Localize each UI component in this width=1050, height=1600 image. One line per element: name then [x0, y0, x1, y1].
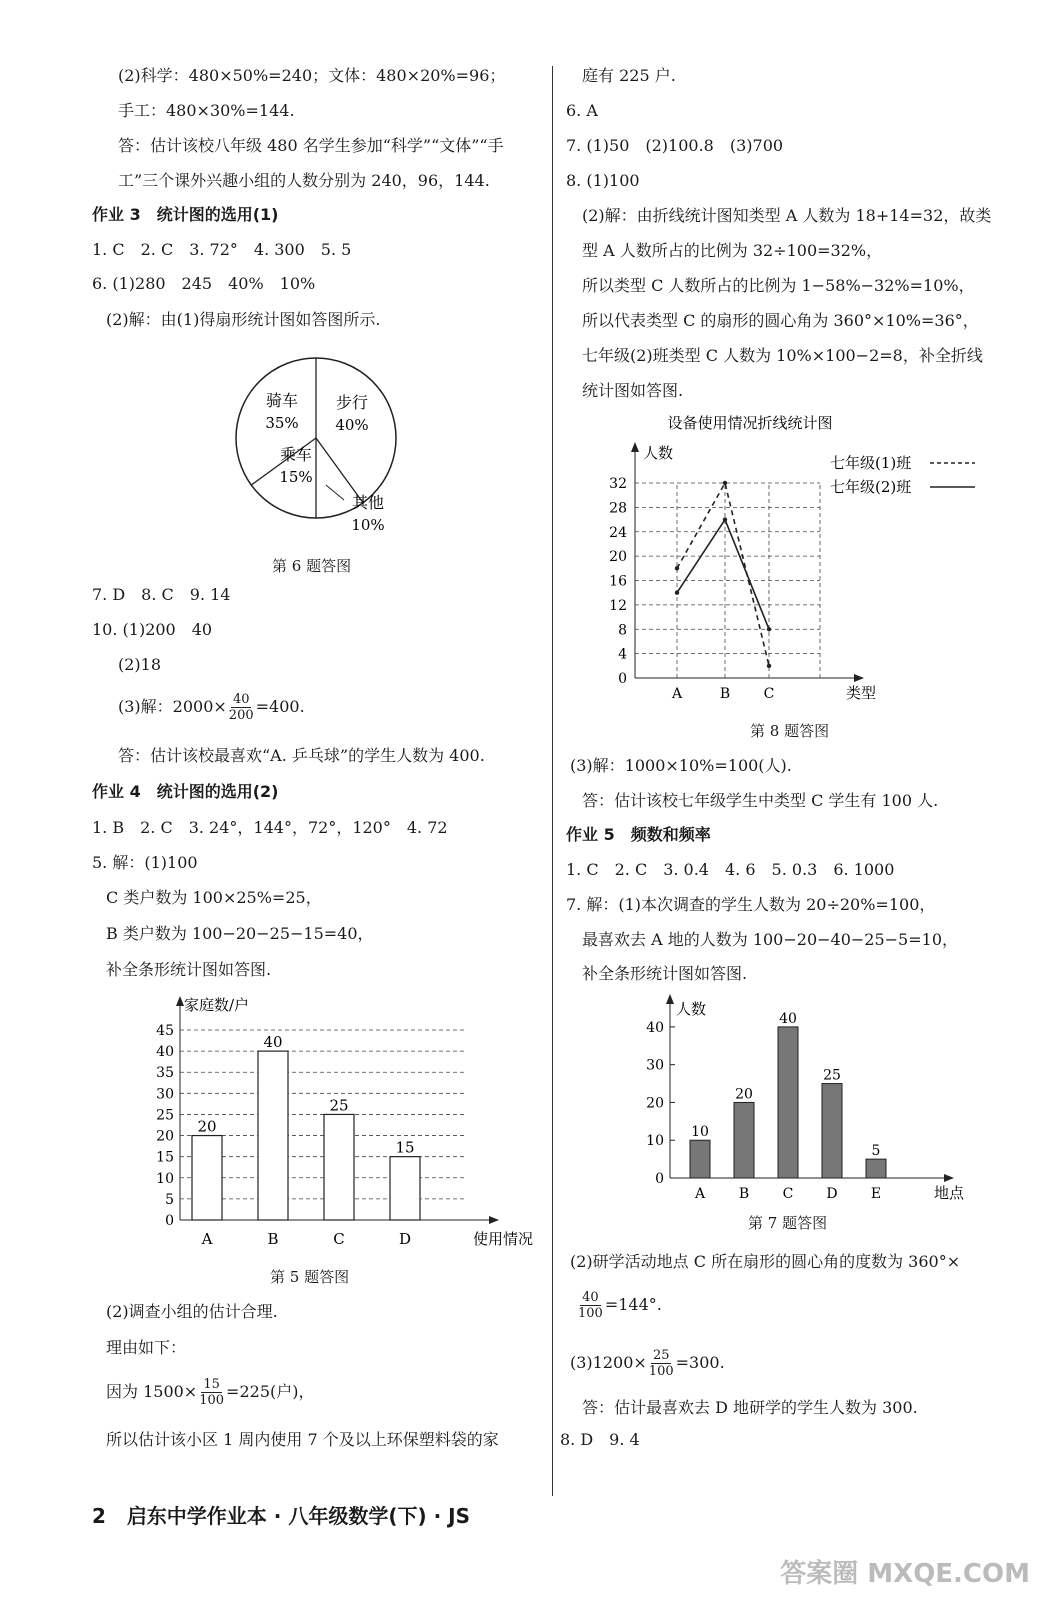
denominator: 100: [199, 1393, 225, 1408]
formula-part: (3)1200×: [570, 1353, 647, 1372]
text-line: 答：估计该校七年级学生中类型 C 学生有 100 人.: [582, 791, 939, 810]
y-tick-label: 24: [609, 524, 627, 541]
figure-caption: 第 8 题答图: [750, 722, 830, 740]
data-point: [767, 627, 771, 631]
y-tick-label: 30: [646, 1057, 664, 1074]
text-line: 5. 解：(1)100: [92, 853, 198, 872]
y-axis-arrow: [631, 442, 639, 452]
pie-slice-label: 乘车: [279, 445, 313, 464]
bar-chart-q5: [130, 990, 534, 1250]
text-line: B 类户数为 100−20−25−15=40，: [106, 924, 374, 943]
x-tick-label: C: [333, 1230, 345, 1248]
text-line: 1. C 2. C 3. 72° 4. 300 5. 5: [92, 240, 352, 259]
text-line: 答：估计该校最喜欢“A. 乒乓球”的学生人数为 400.: [118, 746, 485, 765]
fraction: [199, 1377, 224, 1408]
section-heading: 作业 3 统计图的选用(1): [92, 205, 279, 224]
bar: [690, 1140, 710, 1178]
formula-line: [118, 692, 305, 723]
bar-value-label: 20: [197, 1117, 217, 1136]
y-tick-label: 20: [609, 549, 627, 566]
bar-value-label: 25: [823, 1067, 841, 1084]
x-tick-label: A: [201, 1230, 213, 1248]
pie-slice-percent: 10%: [351, 516, 385, 534]
text-line: 最喜欢去 A 地的人数为 100−20−40−25−5=10，: [582, 930, 959, 949]
y-axis-arrow: [176, 996, 184, 1006]
page-number: 2: [92, 1504, 106, 1528]
x-tick-label: A: [694, 1186, 706, 1202]
x-tick-label: C: [782, 1186, 794, 1202]
text-line: (2)调查小组的估计合理.: [106, 1302, 278, 1321]
y-tick-label: 12: [609, 597, 627, 614]
x-tick-label: A: [671, 686, 683, 702]
bar-value-label: 40: [263, 1033, 283, 1052]
bar: [192, 1136, 222, 1220]
text-line: 答：估计最喜欢去 D 地研学的学生人数为 300.: [582, 1398, 918, 1417]
formula-line: [106, 1377, 314, 1408]
column-divider: [552, 66, 553, 1496]
bar: [734, 1102, 754, 1178]
y-tick-label: 40: [646, 1019, 664, 1036]
section-heading: 作业 4 统计图的选用(2): [92, 782, 279, 801]
text-line: 答：估计该校八年级 480 名学生参加“科学”“文体”“手: [118, 136, 504, 155]
text-line: 所以估计该小区 1 周内使用 7 个及以上环保塑料袋的家: [106, 1430, 499, 1449]
text-line: 10. (1)200 40: [92, 620, 213, 639]
page-footer: [92, 1500, 470, 1529]
text-line: 6. A: [566, 101, 598, 120]
bar-value-label: 10: [691, 1124, 709, 1141]
denominator: 100: [648, 1364, 674, 1379]
watermark: 答案圈 MXQE.COM: [780, 1559, 1030, 1589]
text-line: 庭有 225 户.: [582, 66, 676, 85]
bar-chart-q7: [630, 990, 965, 1205]
data-point: [675, 590, 679, 594]
book-title: 启东中学作业本 · 八年级数学(下) · JS: [126, 1504, 470, 1528]
text-line: 七年级(2)班类型 C 人数为 10%×100−2=8，补全折线: [582, 346, 983, 365]
pie-slice-label: 步行: [335, 393, 369, 412]
x-tick-label: B: [719, 686, 731, 702]
text-line: 所以类型 C 人数所占的比例为 1−58%−32%=10%，: [582, 276, 975, 295]
y-tick-label: 0: [618, 671, 627, 687]
numerator: 15: [203, 1377, 220, 1392]
bar: [822, 1084, 842, 1178]
text-line: (2)科学：480×50%=240；文体：480×20%=96；: [118, 66, 506, 85]
bar: [390, 1157, 420, 1220]
y-tick-label: 8: [618, 622, 627, 639]
x-axis-arrow: [854, 674, 864, 682]
y-tick-label: 10: [646, 1133, 664, 1150]
text-line: 1. C 2. C 3. 0.4 4. 6 5. 0.3 6. 1000: [566, 860, 895, 879]
text-line: 工”三个课外兴趣小组的人数分别为 240，96，144.: [118, 171, 490, 190]
data-point: [723, 481, 727, 485]
data-point: [675, 566, 679, 570]
y-tick-label: 45: [156, 1023, 174, 1039]
bar: [866, 1159, 886, 1178]
y-tick-label: 16: [609, 573, 627, 590]
legend-label: 七年级(2)班: [830, 478, 912, 496]
bar-value-label: 20: [735, 1086, 753, 1103]
text-line: (2)解：由(1)得扇形统计图如答图所示.: [106, 310, 381, 329]
chart-title: 设备使用情况折线统计图: [667, 414, 833, 432]
pie-slice-percent: 15%: [279, 468, 313, 486]
formula-part: =400.: [255, 697, 305, 716]
x-tick-label: B: [738, 1186, 750, 1202]
text-line: 理由如下：: [106, 1338, 187, 1357]
y-tick-label: 40: [156, 1044, 174, 1061]
numerator: 40: [232, 692, 250, 707]
x-tick-label: D: [826, 1186, 838, 1202]
text-line: (3)解：1000×10%=100(人).: [570, 756, 792, 775]
x-axis-label: 类型: [846, 684, 877, 702]
data-point: [767, 664, 771, 668]
denominator: 100: [578, 1306, 603, 1321]
text-line: 8. D 9. 4: [560, 1430, 640, 1449]
formula-line: [570, 1348, 725, 1379]
bar-value-label: 25: [329, 1096, 349, 1115]
y-axis-label: 人数: [676, 1000, 707, 1018]
denominator: 200: [228, 708, 254, 723]
figure-caption: 第 6 题答图: [272, 557, 352, 575]
pie-leader-line: [326, 485, 344, 500]
line-chart-q8: [600, 410, 1000, 710]
text-line: 6. (1)280 245 40% 10%: [92, 274, 316, 293]
series-line: [677, 483, 769, 666]
x-tick-label: B: [267, 1230, 279, 1248]
y-tick-label: 5: [165, 1191, 174, 1208]
y-tick-label: 0: [655, 1171, 664, 1187]
fraction: [649, 1348, 674, 1379]
fraction: [578, 1290, 603, 1321]
data-point: [723, 517, 727, 521]
pie-slice-label: 骑车: [265, 391, 299, 410]
fraction: [229, 692, 254, 723]
bar: [258, 1051, 288, 1220]
y-tick-label: 20: [646, 1095, 664, 1112]
series-line: [677, 520, 769, 630]
formula-part: =225(户)，: [226, 1382, 315, 1401]
pie-slice-percent: 35%: [265, 414, 299, 432]
x-tick-label: D: [398, 1230, 412, 1248]
x-axis-label: 使用情况: [473, 1230, 534, 1248]
y-tick-label: 30: [156, 1086, 174, 1103]
bar-value-label: 40: [779, 1010, 797, 1027]
section-heading: 作业 5 频数和频率: [566, 825, 711, 844]
numerator: 25: [652, 1348, 670, 1363]
text-line: 所以代表类型 C 的扇形的圆心角为 360°×10%=36°，: [582, 311, 979, 330]
y-tick-label: 32: [609, 476, 627, 492]
y-axis-arrow: [666, 994, 674, 1004]
text-line: 手工：480×30%=144.: [118, 101, 295, 120]
text-line: 型 A 人数所占的比例为 32÷100=32%，: [582, 241, 883, 260]
text-line: 1. B 2. C 3. 24°，144°，72°，120° 4. 72: [92, 818, 448, 837]
y-tick-label: 25: [156, 1107, 174, 1124]
x-tick-label: C: [763, 686, 775, 702]
x-axis-arrow: [944, 1174, 954, 1182]
pie-slice-percent: 40%: [335, 416, 369, 434]
text-line: 统计图如答图.: [582, 381, 684, 400]
formula-line: [576, 1290, 662, 1321]
y-tick-label: 28: [609, 500, 627, 517]
formula-part: =144°.: [604, 1295, 662, 1314]
figure-caption: 第 7 题答图: [748, 1214, 828, 1232]
bar-value-label: 5: [871, 1143, 881, 1160]
text-line: (2)解：由折线统计图知类型 A 人数为 18+14=32，故类: [582, 206, 992, 225]
text-line: 补全条形统计图如答图.: [582, 964, 748, 983]
x-axis-arrow: [489, 1216, 499, 1224]
numerator: 40: [582, 1290, 599, 1305]
text-line: (2)18: [118, 655, 162, 674]
formula-part: (3)解：2000×: [118, 697, 227, 716]
y-axis-label: 家庭数/户: [184, 996, 250, 1014]
bar: [778, 1027, 798, 1178]
formula-part: =300.: [675, 1353, 725, 1372]
y-tick-label: 10: [156, 1170, 174, 1187]
text-line: 补全条形统计图如答图.: [106, 960, 272, 979]
pie-slice-label: 其他: [351, 493, 385, 512]
formula-part: 因为 1500×: [106, 1382, 198, 1401]
y-tick-label: 20: [156, 1128, 174, 1145]
y-axis-label: 人数: [643, 444, 674, 462]
text-line: 7. 解：(1)本次调查的学生人数为 20÷20%=100，: [566, 895, 936, 914]
x-axis-label: 地点: [934, 1184, 965, 1202]
text-line: 8. (1)100: [566, 171, 640, 190]
y-tick-label: 0: [165, 1213, 174, 1229]
figure-caption: 第 5 题答图: [270, 1268, 350, 1286]
text-line: 7. (1)50 (2)100.8 (3)700: [566, 136, 784, 155]
y-tick-label: 4: [618, 646, 627, 663]
bar: [324, 1114, 354, 1220]
text-line: (2)研学活动地点 C 所在扇形的圆心角的度数为 360°×: [570, 1252, 961, 1271]
pie-chart-q6: [230, 350, 430, 540]
bar-value-label: 15: [395, 1138, 415, 1157]
text-line: 7. D 8. C 9. 14: [92, 585, 231, 604]
y-tick-label: 15: [156, 1149, 174, 1166]
x-tick-label: E: [870, 1186, 882, 1202]
text-line: C 类户数为 100×25%=25，: [106, 888, 322, 907]
y-tick-label: 35: [156, 1065, 174, 1082]
legend-label: 七年级(1)班: [830, 454, 912, 472]
